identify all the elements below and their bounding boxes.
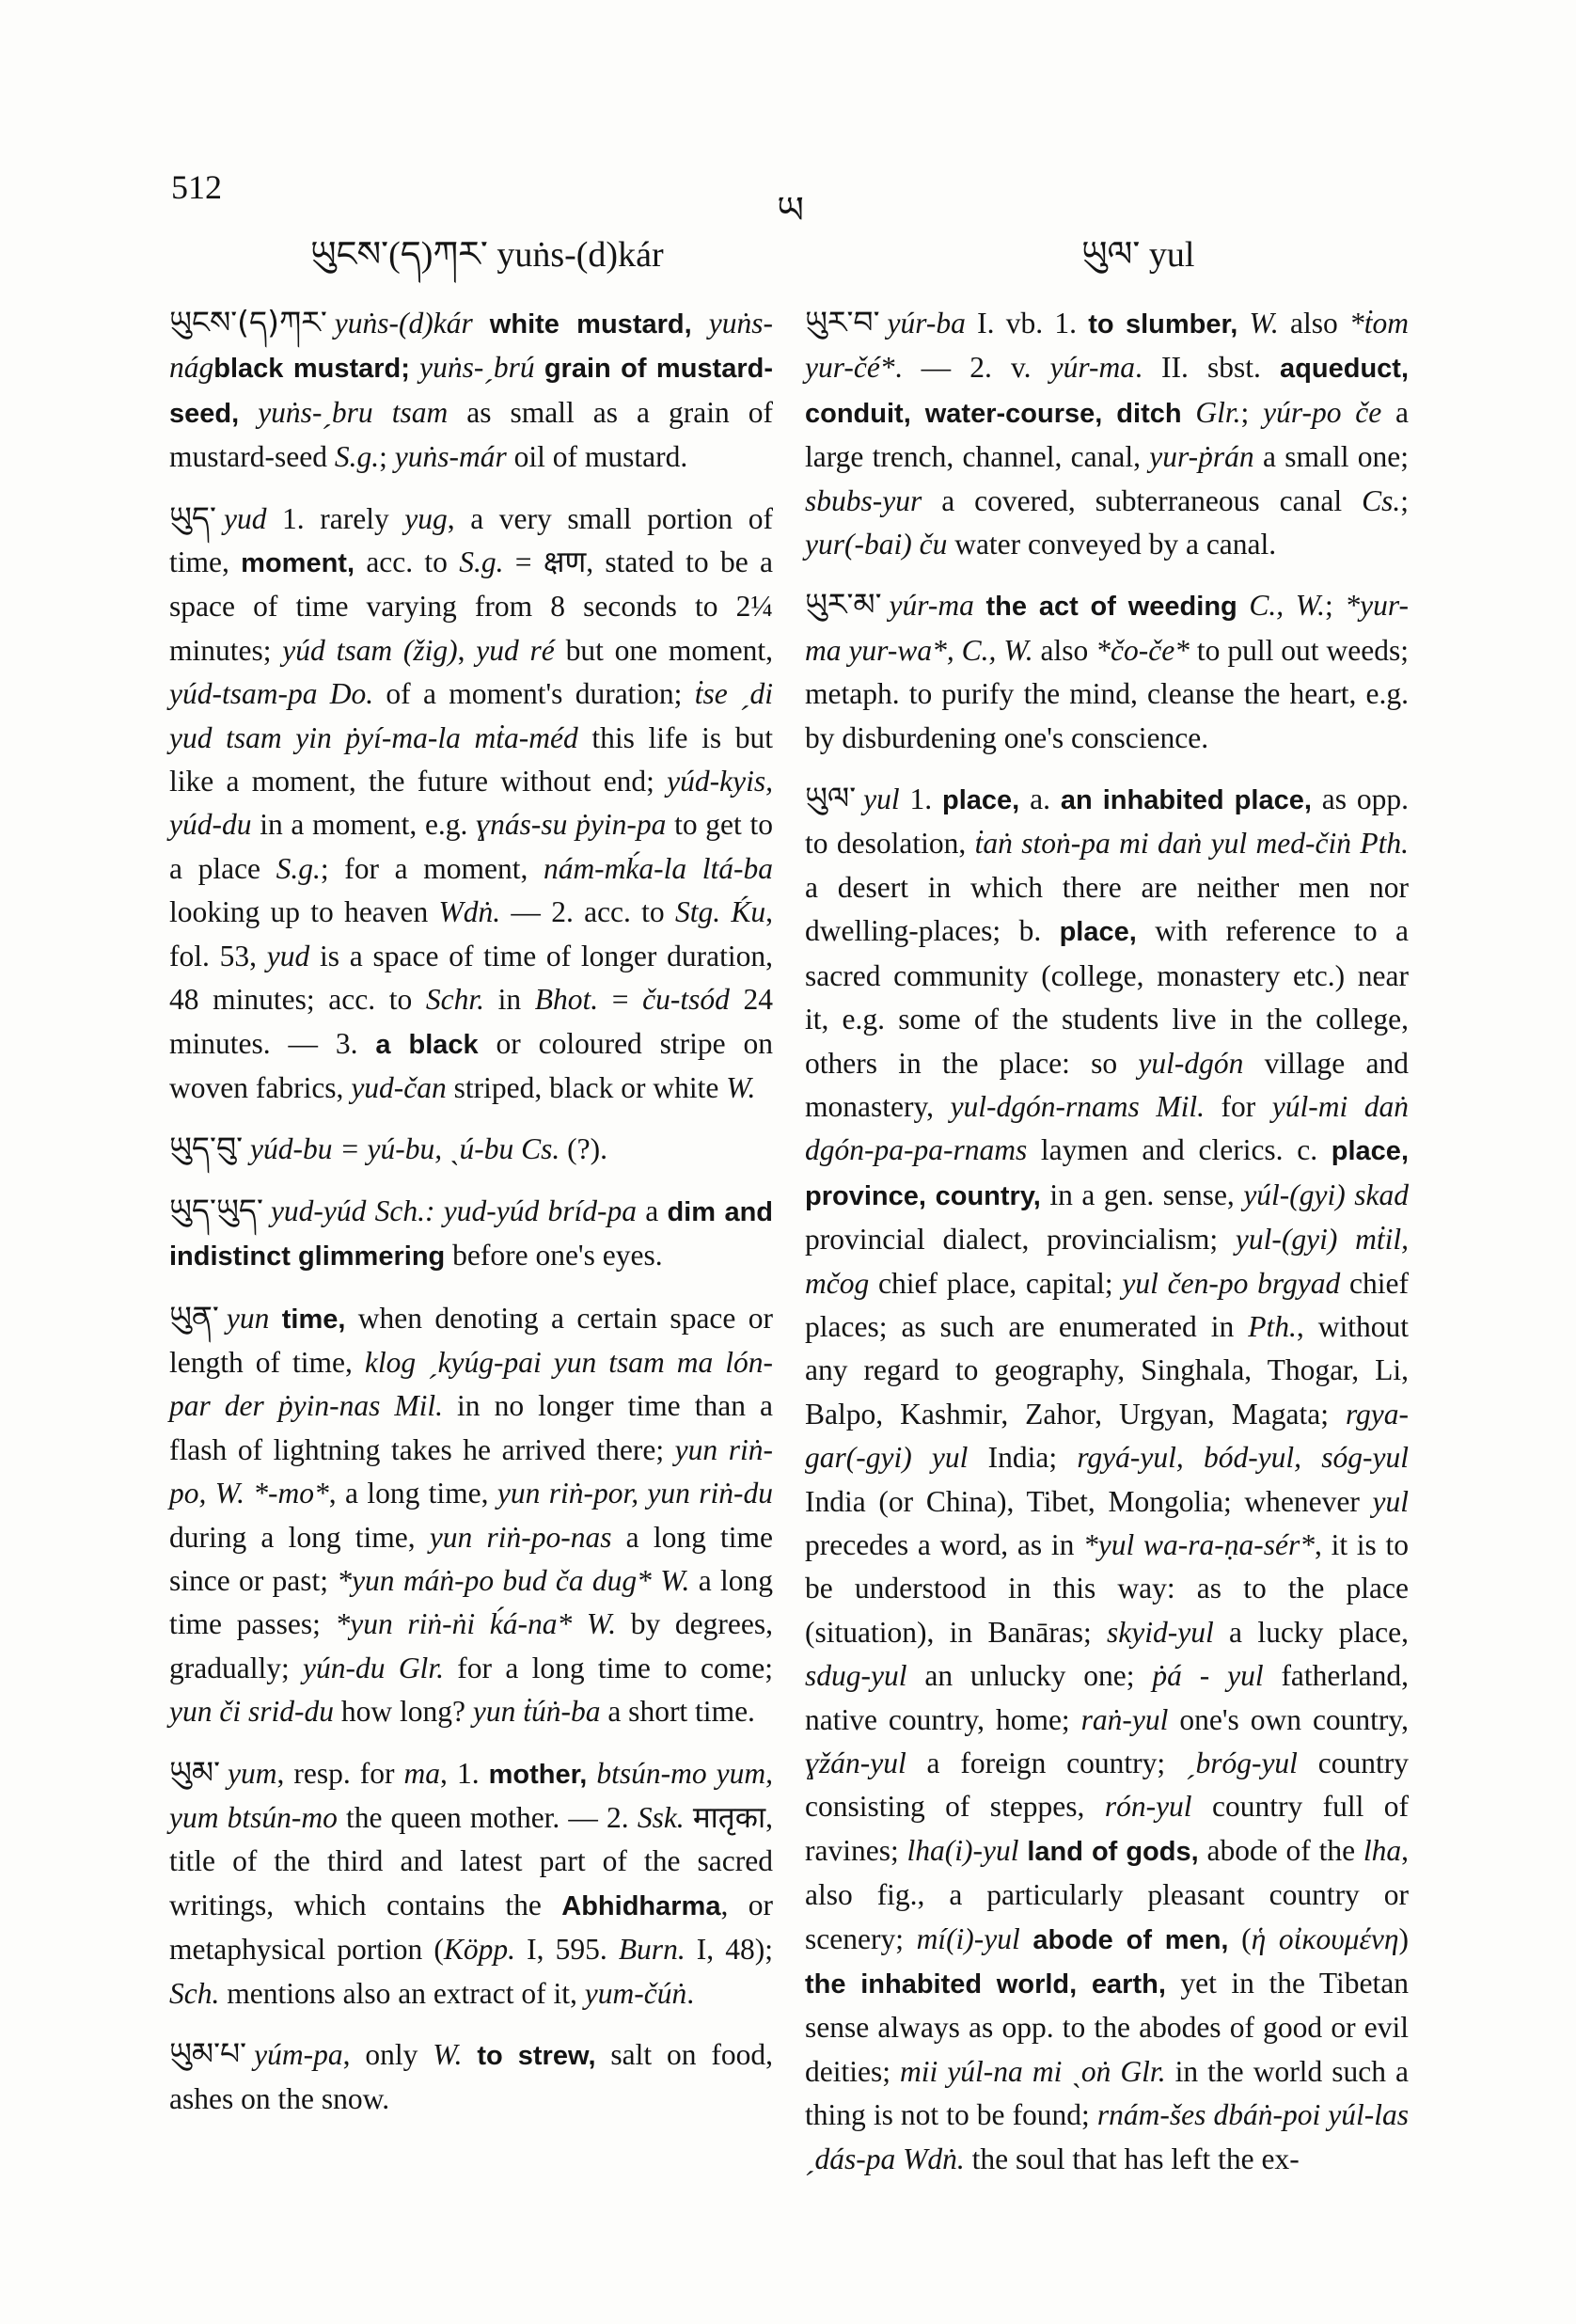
entry-text: as small as a grain of mustard-seed — [169, 395, 774, 474]
entry-text: but one moment, — [554, 633, 774, 667]
entry-headword-tibetan: ཡུར་མ་ — [805, 586, 882, 624]
entry-italic-text: W. — [726, 1070, 756, 1104]
entry-italic-text: yul čen-po brgyad — [1122, 1266, 1341, 1300]
entry-text: India; — [968, 1441, 1078, 1475]
entry-text: ; — [379, 440, 395, 474]
entry-headword-tibetan: ཡུམ་པ་ — [169, 2035, 247, 2073]
entry-bold-gloss: dim and indistinct glimmering — [169, 1196, 774, 1273]
entry-italic-text: yuṅs-(d)kár — [334, 307, 473, 340]
entry-bold-gloss: mother, — [488, 1759, 588, 1790]
entry-text — [974, 589, 986, 622]
entry-italic-text: yud — [266, 939, 310, 972]
entry-text — [1182, 396, 1196, 429]
entry-bold-gloss: an inhabited place, — [1060, 785, 1312, 816]
entry-italic-text: yud-čan — [351, 1070, 447, 1104]
entry-italic-text: ἡ οἰκουμένη — [1251, 1921, 1399, 1955]
entry-italic-text: rón-yul — [1104, 1790, 1192, 1824]
entry-text: to pull out weeds; metaph. to purify the mind, cleanse the heart, e.g. by disburdening one's conscience. — [805, 633, 1409, 754]
entry-italic-text: yúd-kyis, yúd-du — [169, 765, 773, 842]
entry-italic-text: Burn. — [618, 1933, 686, 1967]
entry-italic-text: yúd-bu = yú-bu, ˎú-bu Cs. — [250, 1132, 560, 1166]
entry-text: water conveyed by a canal. — [947, 528, 1277, 561]
entry-text: this life is but like a moment, the future without end; — [169, 720, 773, 798]
entry-text: I. vb. 1. — [965, 307, 1089, 340]
entry-text: , or metaphysical portion ( — [169, 1888, 773, 1967]
entry-italic-text: lha(i)-yul — [906, 1833, 1019, 1867]
entry-italic-text: lha — [1363, 1833, 1402, 1867]
entry-text: for — [1204, 1089, 1272, 1123]
entry-text: the queen mother. — 2. — [337, 1801, 638, 1834]
entry-italic-text: yum-čúṅ — [584, 1976, 687, 2010]
entry-italic-text: *ṫom yur-čé* — [805, 307, 1409, 385]
entry-bold-gloss: place, — [1059, 917, 1137, 948]
entry-text: one's own country, — [1168, 1702, 1409, 1736]
entry-headword-tibetan: ཡུལ་ — [805, 780, 857, 817]
dictionary-entry — [169, 301, 773, 480]
dictionary-entry — [169, 1189, 773, 1279]
entry-italic-text: ṫse ˏdi yud tsam yin ṗyí-ma-la mṫa-méd — [169, 677, 774, 754]
header-right-guide-word: ཡུལ་ yul — [1081, 235, 1195, 275]
entry-text: = — [598, 983, 643, 1017]
dictionary-entry — [805, 777, 1409, 2181]
entry-italic-text: ɣžán-yul — [805, 1747, 906, 1779]
entry-italic-text: Wdṅ. — [438, 895, 501, 929]
entry-text: a covered, subterraneous canal — [922, 483, 1363, 517]
entry-text: looking up to heaven — [169, 895, 439, 929]
entry-italic-text: yud — [223, 501, 267, 535]
entry-text: to get to a place — [169, 808, 773, 885]
entry-text: in no longer time than a flash of lightning takes he arrived there; — [169, 1389, 773, 1466]
entry-text: fatherland, native country, home; — [805, 1659, 1409, 1736]
entry-italic-text: *yun riṅ-ṅi ḱá-na* W. — [335, 1607, 617, 1641]
entry-italic-text: yúd-tsam-pa Do. — [169, 677, 374, 711]
entry-text: मातृका, title of the third and latest part of the sacred writings, which contains the — [169, 1801, 773, 1921]
entry-text: village and monastery, — [805, 1046, 1409, 1123]
entry-text: = क्षण, stated to be a space of time varying from 8 seconds to 2¼ minutes; — [169, 545, 773, 667]
entry-italic-text: yúr-ma — [889, 589, 974, 623]
entry-italic-text: rgya-gar(-gyi) yul — [805, 1397, 1409, 1475]
entry-text: a short time. — [600, 1695, 755, 1729]
entry-text: in the world such a thing is not to be found; — [805, 2054, 1410, 2132]
entry-italic-text: yun riṅ-por, yun riṅ-du — [496, 1477, 774, 1510]
page-number: 512 — [171, 168, 222, 206]
entry-text: , without any regard to geography, Singhala, Thogar, Li, Balpo, Kashmir, Zahor, Urgyan, Magata; — [805, 1309, 1409, 1431]
entry-italic-text: W. — [433, 2038, 463, 2072]
entry-text: the soul that has left the ex- — [964, 2142, 1300, 2175]
entry-italic-text: yún-du Glr. — [303, 1651, 444, 1684]
entry-text: striped, black or white — [446, 1070, 727, 1104]
entry-text: ; — [1325, 589, 1346, 623]
entry-italic-text: ɣnás-su ṗyin-pa — [476, 808, 667, 842]
entry-text: . — [686, 1976, 695, 2010]
entry-bold-gloss: grain of mustard-seed, — [169, 354, 774, 429]
entry-italic-text: yun či srid-du — [169, 1695, 334, 1729]
entry-text — [587, 1757, 596, 1790]
entry-text: a long time since or past; — [169, 1520, 773, 1597]
entry-italic-text: *yur-ma yur-wa*, C., W. — [805, 589, 1410, 667]
entry-italic-text: Ssk. — [637, 1801, 685, 1834]
entry-italic-text: yug — [404, 501, 448, 535]
entry-text: laymen and clerics. c. — [1027, 1133, 1332, 1167]
entry-italic-text: sbubs-yur — [805, 483, 922, 517]
entry-text: before one's eyes. — [445, 1239, 663, 1273]
entry-italic-text: yul-dgón-rnams Mil. — [950, 1089, 1205, 1123]
entry-italic-text: *čo-če* — [1095, 633, 1190, 667]
entry-text — [692, 307, 709, 340]
entry-text: how long? — [333, 1695, 473, 1729]
entry-italic-text: yun — [226, 1301, 270, 1335]
entry-headword-tibetan: ཡུར་བ་ — [805, 304, 880, 340]
entry-text: country consisting of steppes, — [805, 1747, 1409, 1824]
entry-text: a small one; — [1253, 440, 1409, 474]
entry-text: or coloured stripe on woven fabrics, — [169, 1026, 773, 1104]
entry-text: also — [1032, 633, 1096, 667]
entry-text: , 1. — [440, 1756, 489, 1790]
entry-italic-text: S.g. — [334, 440, 380, 474]
entry-bold-gloss: aqueduct, conduit, water-course, ditch — [805, 354, 1410, 429]
entry-bold-gloss: Abhidharma — [561, 1890, 721, 1921]
entry-text: , a long time, — [328, 1477, 497, 1510]
entry-text — [1020, 1922, 1033, 1955]
entry-text: in a gen. sense, — [1040, 1178, 1244, 1211]
entry-italic-text: yúr-ma — [1049, 351, 1136, 385]
entry-italic-text: ṗá - yul — [1152, 1659, 1264, 1693]
header-center-letter: ཡ — [777, 189, 804, 231]
entry-text: , resp. for — [276, 1756, 404, 1790]
entry-text: an unlucky one; — [906, 1659, 1153, 1693]
entry-bold-gloss: place, — [942, 785, 1020, 816]
entry-text: provincial dialect, provincialism; — [805, 1223, 1236, 1257]
entry-text: India (or China), Tibet, Mongolia; whenever — [805, 1484, 1373, 1518]
entry-text: , fol. 53, — [169, 895, 773, 972]
entry-text: acc. to — [355, 545, 460, 579]
entry-text: . — [1135, 351, 1162, 385]
entry-italic-text: yuṅs-ˏbrú — [419, 351, 535, 385]
entry-italic-text: sdug-yul — [805, 1659, 907, 1693]
entry-text: precedes a word, as in — [805, 1527, 1084, 1561]
entry-italic-text: yuṅs-ˏbru tsam — [258, 395, 449, 429]
entry-text: for a long time to come; — [443, 1651, 773, 1684]
entry-text: ) — [1398, 1921, 1409, 1955]
entry-text: a. — [1019, 783, 1061, 816]
entry-italic-text: yúm-pa — [254, 2038, 343, 2072]
entry-text — [473, 307, 490, 340]
entry-text — [462, 2038, 477, 2071]
entry-headword-tibetan: ཡུད་ཡུད་ — [169, 1191, 263, 1228]
entry-italic-text: yun riṅ-po, W. *-mo* — [169, 1432, 773, 1510]
entry-bold-gloss: to slumber, — [1088, 309, 1238, 340]
entry-bold-gloss: abode of men, — [1032, 1924, 1229, 1955]
dictionary-entry — [169, 1127, 773, 1171]
entry-text: — 2. acc. to — [500, 895, 675, 929]
entry-italic-text: raṅ-yul — [1080, 1702, 1169, 1736]
entry-italic-text: yúr-ba — [887, 307, 966, 340]
entry-text — [410, 351, 419, 384]
entry-italic-text: yul-(gyi) mṫil, mčog — [805, 1223, 1409, 1300]
entry-italic-text: ṫaṅ stoṅ-pa mi daṅ yul med-čiṅ Pth. — [974, 827, 1409, 861]
entry-italic-text: W. — [1249, 307, 1279, 340]
entry-text: chief place, capital; — [869, 1266, 1123, 1300]
entry-text: ; — [1400, 483, 1409, 517]
entry-italic-text: rnám-šes dbáṅ-poi yúl-las ˏdás-pa Wdṅ. — [805, 2098, 1409, 2175]
entry-italic-text: S.g. — [276, 851, 321, 885]
entry-italic-text: ma — [403, 1756, 441, 1790]
entry-text: abode of the — [1198, 1833, 1363, 1867]
left-column — [169, 301, 773, 2139]
entry-italic-text: yud-yúd Sch.: yud-yúd bríd-pa — [270, 1194, 637, 1227]
entry-text: a — [636, 1194, 668, 1227]
entry-text: by degrees, gradually; — [169, 1607, 773, 1684]
entry-italic-text: yur-ṗrán — [1149, 440, 1254, 474]
entry-text — [535, 351, 544, 384]
entry-italic-text: yud ré — [476, 633, 555, 667]
entry-text: with reference to a sacred community (college, monastery etc.) near it, e.g. some of the students live in the college, others in the place: so — [805, 914, 1409, 1080]
entry-text: a lucky place, — [1213, 1615, 1409, 1649]
entry-bold-gloss: place, province, country, — [805, 1136, 1409, 1211]
entry-text: oil of mustard. — [506, 440, 688, 474]
entry-text: ; — [1240, 395, 1264, 429]
entry-italic-text: *yul wa-ra-ṇa-sér* — [1083, 1527, 1315, 1561]
entry-italic-text: ˏbróg-yul — [1185, 1747, 1298, 1779]
entry-text: I, 595. — [515, 1933, 619, 1967]
entry-text: ( — [1228, 1921, 1252, 1955]
entry-text: country full of ravines; — [805, 1790, 1409, 1867]
entry-headword-tibetan: ཡུད་ — [169, 498, 216, 536]
entry-text: during a long time, — [169, 1520, 430, 1554]
entry-text: , a very small portion of time, — [169, 501, 773, 579]
entry-italic-text: skyid-yul — [1107, 1615, 1214, 1649]
entry-italic-text: nám-mḱa-la ltá-ba — [543, 851, 774, 885]
entry-text: 1. — [899, 783, 943, 816]
entry-text: a foreign country; — [906, 1747, 1186, 1779]
entry-italic-text: yun ṫúṅ-ba — [472, 1695, 601, 1729]
entry-text — [1237, 307, 1249, 340]
entry-italic-text: Cs. — [1362, 483, 1401, 517]
entry-italic-text: yul-dgón — [1138, 1046, 1244, 1080]
entry-italic-text: yúl-(gyi) skad — [1243, 1178, 1409, 1211]
header-left-guide-word: ཡུངས་(ད)ཀར་ yuṅs-(d)kár — [310, 235, 664, 275]
entry-text: of a moment's duration; — [373, 677, 695, 711]
dictionary-entry — [169, 2032, 773, 2122]
entry-text: in a moment, e.g. — [251, 808, 477, 842]
dictionary-entry — [169, 497, 773, 1111]
entry-italic-text: C., W. — [1249, 589, 1326, 623]
entry-italic-text: rgyá-yul, bód-yul, sóg-yul — [1077, 1441, 1409, 1475]
entry-italic-text: btsún-mo yum, yum btsún-mo — [169, 1756, 774, 1834]
entry-text: a desert in which there are neither men nor dwelling-places; b. — [805, 870, 1409, 948]
entry-italic-text: klog ˏkyúg-pai yun tsam ma lón-par der ṗyin-nas Mil. — [169, 1345, 773, 1423]
entry-text: a long time passes; — [169, 1563, 773, 1641]
entry-italic-text: yum — [228, 1756, 277, 1790]
entry-text: in — [483, 983, 535, 1017]
entry-text: when denoting a certain space or length of time, — [169, 1301, 773, 1379]
right-column — [805, 301, 1409, 2198]
entry-italic-text: *yun máṅ-po bud ča dug* W. — [337, 1563, 690, 1597]
entry-text — [1237, 589, 1250, 622]
entry-text: ; for a moment, — [320, 851, 544, 885]
entry-text: mentions also an extract of it, — [219, 1976, 585, 2010]
entry-italic-text: ču-tsód — [642, 983, 730, 1017]
entry-italic-text: yuṅs-nág — [169, 307, 773, 385]
entry-italic-text: Sch. — [169, 1976, 220, 2010]
entry-italic-text: yun riṅ-po-nas — [429, 1520, 612, 1554]
dictionary-entry — [805, 583, 1409, 760]
entry-italic-text: Glr. — [1195, 395, 1241, 429]
entry-text: II. sbst. — [1161, 351, 1281, 385]
entry-bold-gloss: moment, — [241, 548, 355, 579]
entry-bold-gloss: to strew, — [477, 2041, 596, 2072]
entry-text — [269, 1302, 281, 1335]
entry-text: yet in the Tibetan sense always as opp. to the abodes of good or evil deities; — [805, 1967, 1410, 2088]
entry-text: as opp. to desolation, — [805, 783, 1410, 861]
entry-headword-tibetan: ཡུད་བུ་ — [169, 1130, 244, 1167]
entry-italic-text: yúl-mi daṅ dgón-pa-pa-rnams — [805, 1089, 1409, 1167]
entry-text: 24 minutes. — 3. — [169, 983, 774, 1060]
entry-italic-text: yúr-po če — [1263, 395, 1382, 429]
entry-italic-text: S.g. — [459, 545, 504, 579]
entry-headword-tibetan: ཡུན་ — [169, 1298, 219, 1336]
entry-italic-text: Schr. — [425, 983, 484, 1017]
entry-text: chief places; as such are enumerated in — [805, 1266, 1409, 1343]
entry-italic-text: yúd tsam (žig) — [282, 633, 458, 667]
entry-bold-gloss: black mustard; — [213, 354, 410, 385]
entry-italic-text: yuṅs-már — [394, 440, 507, 474]
entry-text: a large trench, channel, canal, — [805, 395, 1410, 474]
entry-italic-text: yul — [1372, 1484, 1409, 1518]
entry-bold-gloss: land of gods, — [1027, 1836, 1199, 1867]
entry-text: , also fig., a particularly pleasant country or scenery; — [805, 1833, 1410, 1955]
entry-italic-text: yur(-bai) ču — [805, 528, 948, 561]
entry-text — [239, 396, 258, 429]
entry-bold-gloss: white mustard, — [489, 309, 692, 340]
entry-italic-text: Stg. Ḱu — [674, 895, 766, 929]
dictionary-entry — [805, 301, 1409, 566]
dictionary-entry — [169, 1751, 773, 2016]
entry-text: also — [1278, 307, 1349, 340]
entry-text: is a space of time of longer duration, 48 minutes; acc. to — [169, 939, 773, 1017]
entry-italic-text: mí(i)-yul — [916, 1921, 1020, 1955]
entry-bold-gloss: the act of weeding — [985, 592, 1237, 623]
entry-text: (?). — [559, 1132, 607, 1166]
entry-text: , only — [342, 2038, 433, 2072]
entry-italic-text: mii yúl-na mi ˎoṅ Glr. — [900, 2054, 1166, 2088]
entry-italic-text: Bhot. — [534, 983, 599, 1017]
entry-text: salt on food, ashes on the snow. — [169, 2038, 773, 2116]
entry-headword-tibetan: ཡུངས་(ད)ཀར་ — [169, 304, 327, 340]
entry-text: I, 48); — [685, 1933, 773, 1967]
entry-bold-gloss: a black — [375, 1029, 479, 1060]
entry-bold-gloss: the inhabited world, earth, — [805, 1969, 1166, 2000]
entry-italic-text: Pth. — [1248, 1309, 1297, 1343]
entry-italic-text: yul — [863, 783, 900, 816]
entry-italic-text: Köpp. — [443, 1933, 516, 1967]
entry-text: . — 2. v. — [894, 351, 1050, 385]
entry-headword-tibetan: ཡུམ་ — [169, 1753, 221, 1791]
entry-text: , — [457, 633, 477, 667]
entry-text: , it is to be understood in this way: as to the place (situation), in Banāras; — [805, 1527, 1409, 1649]
entry-text: 1. rarely — [266, 501, 405, 535]
entry-bold-gloss: time, — [281, 1304, 346, 1335]
dictionary-entry — [169, 1296, 773, 1734]
